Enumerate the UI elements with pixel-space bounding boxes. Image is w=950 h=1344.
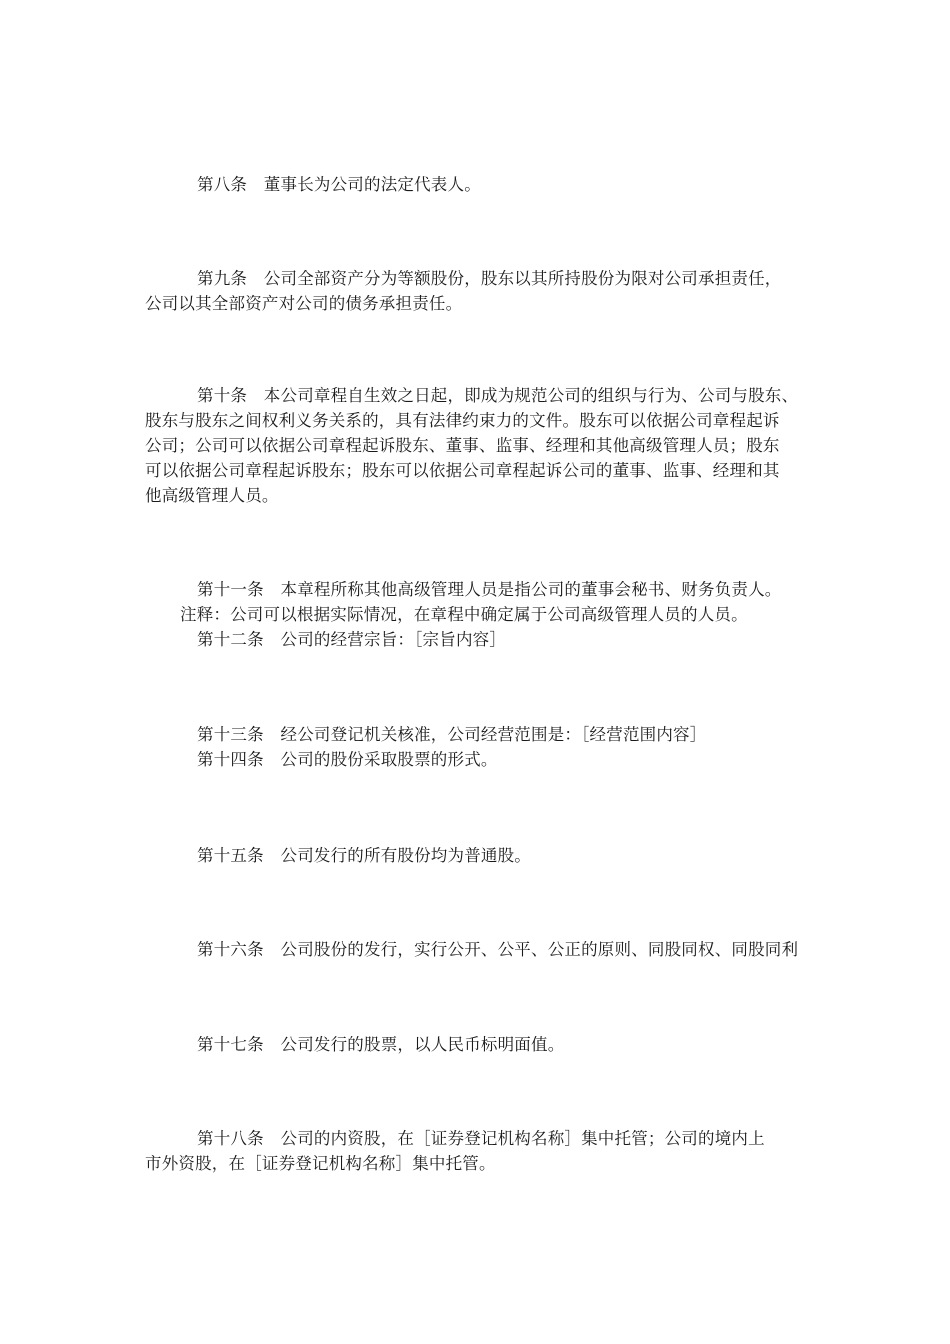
article-16-line-1: 第十六条 公司股份的发行，实行公开、公平、公正的原则、同股同权、同股同利 bbox=[197, 940, 799, 959]
article-10-line-2: 股东与股东之间权利义务关系的，具有法律约束力的文件。股东可以依据公司章程起诉 bbox=[145, 411, 780, 430]
article-10-line-5: 他高级管理人员。 bbox=[145, 486, 279, 505]
article-11-note: 注释：公司可以根据实际情况，在章程中确定属于公司高级管理人员的人员。 bbox=[180, 605, 748, 624]
article-9-line-1: 第九条 公司全部资产分为等额股份，股东以其所持股份为限对公司承担责任， bbox=[197, 269, 782, 288]
article-10-line-4: 可以依据公司章程起诉股东；股东可以依据公司章程起诉公司的董事、监事、经理和其 bbox=[145, 461, 780, 480]
article-14-line-1: 第十四条 公司的股份采取股票的形式。 bbox=[197, 750, 498, 769]
article-10-line-1: 第十条 本公司章程自生效之日起，即成为规范公司的组织与行为、公司与股东、 bbox=[197, 386, 799, 405]
article-10-line-3: 公司；公司可以依据公司章程起诉股东、董事、监事、经理和其他高级管理人员；股东 bbox=[145, 436, 780, 455]
article-15-line-1: 第十五条 公司发行的所有股份均为普通股。 bbox=[197, 846, 531, 865]
article-18-line-1: 第十八条 公司的内资股，在［证券登记机构名称］集中托管；公司的境内上 bbox=[197, 1129, 765, 1148]
article-13-line-1: 第十三条 经公司登记机关核准，公司经营范围是：［经营范围内容］ bbox=[197, 725, 707, 744]
article-9-line-2: 公司以其全部资产对公司的债务承担责任。 bbox=[145, 294, 463, 313]
article-11-line-1: 第十一条 本章程所称其他高级管理人员是指公司的董事会秘书、财务负责人。 bbox=[197, 580, 782, 599]
article-17-line-1: 第十七条 公司发行的股票，以人民币标明面值。 bbox=[197, 1035, 565, 1054]
article-18-line-2: 市外资股，在［证券登记机构名称］集中托管。 bbox=[145, 1154, 496, 1173]
article-8-line-1: 第八条 董事长为公司的法定代表人。 bbox=[197, 175, 481, 194]
article-12-line-1: 第十二条 公司的经营宗旨：［宗旨内容］ bbox=[197, 630, 507, 649]
